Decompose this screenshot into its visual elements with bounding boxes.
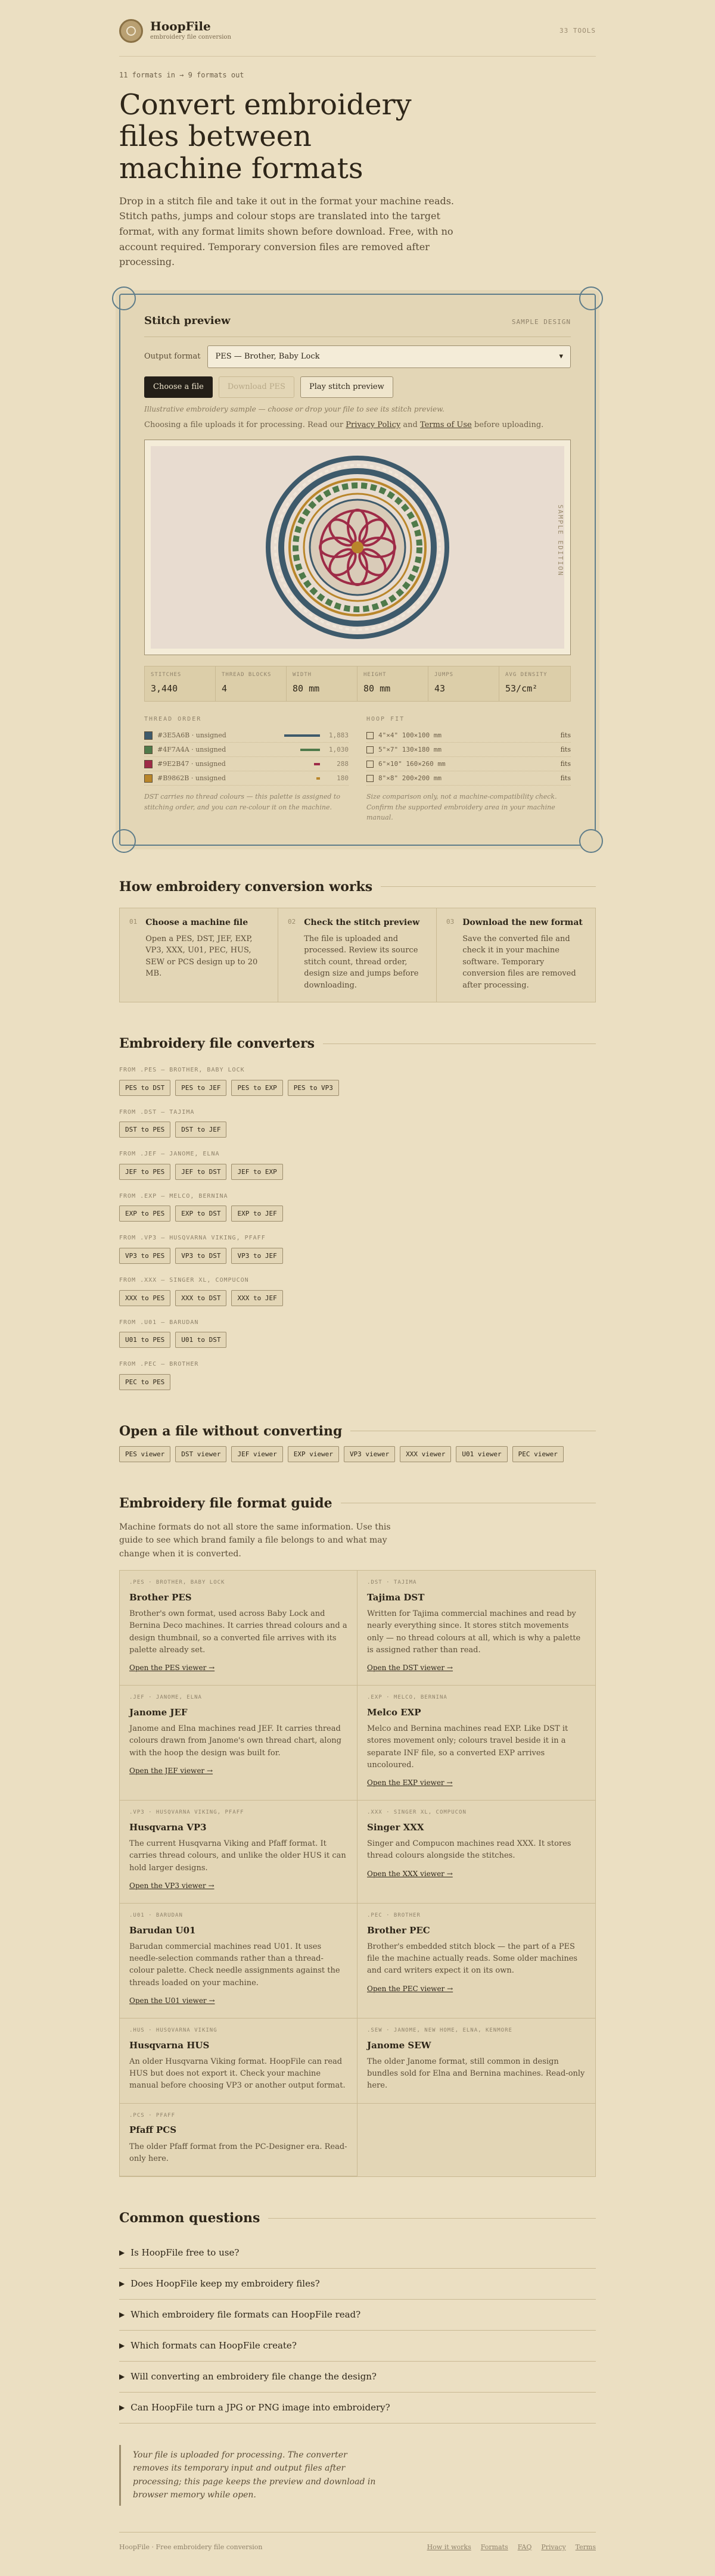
step-text: The file is uploaded and processed. Review its source stitch count, thread order, design size and jumps before downloading. bbox=[304, 934, 419, 990]
format-name: Tajima DST bbox=[367, 1592, 425, 1603]
format-description: Barudan commercial machines read U01. It uses needle-selection commands rather than a thread-colour palette. Check needle assignments against the threads loaded on your machine. bbox=[129, 1942, 340, 1988]
thread-row bbox=[144, 728, 349, 743]
privacy-note: Your file is uploaded for processing. The converter removes its temporary input and output files after processing; this page keeps the preview and download in browser memory while open. bbox=[119, 2445, 381, 2506]
format-stats: 11 formats in → 9 formats out bbox=[119, 71, 244, 79]
disclosure-triangle-icon: ▶ bbox=[119, 2248, 125, 2257]
format-card bbox=[120, 1904, 358, 2019]
hoop-fit-status: fits bbox=[560, 731, 571, 740]
format-viewer-link[interactable]: Open the JEF viewer → bbox=[129, 1766, 213, 1775]
converter-link[interactable]: EXP to DST bbox=[175, 1206, 226, 1222]
stat-thread-blocks: THREAD BLOCKS 4 bbox=[216, 666, 287, 700]
viewer-link[interactable]: U01 viewer bbox=[456, 1446, 507, 1462]
converter-group-label: FROM .EXP — MELCO, BERNINA bbox=[119, 1192, 228, 1200]
faq-item[interactable] bbox=[119, 2362, 596, 2393]
converter-link[interactable]: JEF to PES bbox=[119, 1164, 170, 1180]
hoop-badge-icon bbox=[579, 829, 603, 853]
converter-link[interactable]: PEC to PES bbox=[119, 1374, 170, 1390]
hoop-row bbox=[366, 757, 571, 771]
converter-tool bbox=[119, 294, 596, 846]
embroidery-mandala-icon bbox=[262, 452, 453, 643]
format-description: Written for Tajima commercial machines and read by nearly everything since. It stores stitch movements only — no thread colours at all, which is why a palette is assigned rather than read. bbox=[367, 1609, 581, 1655]
format-tag: .JEF · JANOME, ELNA bbox=[129, 1695, 202, 1701]
format-viewer-link[interactable]: Open the XXX viewer → bbox=[367, 1869, 453, 1878]
faq-question: Can HoopFile turn a JPG or PNG image into embroidery? bbox=[130, 2401, 390, 2413]
format-tag: .PEC · BROTHER bbox=[367, 1912, 421, 1918]
faq-question: Which formats can HoopFile create? bbox=[130, 2340, 297, 2351]
converter-link[interactable]: EXP to JEF bbox=[231, 1206, 282, 1222]
converter-link[interactable]: DST to PES bbox=[119, 1122, 170, 1138]
how-steps bbox=[119, 908, 596, 1002]
viewer-link[interactable]: PES viewer bbox=[119, 1446, 170, 1462]
converter-link[interactable]: PES to DST bbox=[119, 1080, 170, 1096]
converter-link[interactable]: XXX to JEF bbox=[231, 1290, 282, 1306]
format-description: Melco and Bernina machines read EXP. Like DST it stores movement only; colours travel beside it in a separate INF file, so a converted EXP arrives uncoloured. bbox=[367, 1724, 568, 1770]
corner-ornament-icon bbox=[112, 829, 136, 853]
format-name: Janome JEF bbox=[129, 1707, 188, 1718]
format-tag: .PCS · PFAFF bbox=[129, 2112, 176, 2119]
corner-ornament-icon bbox=[112, 286, 136, 310]
hoop-size: 5"×7" 130×180 mm bbox=[378, 746, 442, 754]
step-title: Download the new format bbox=[462, 918, 583, 927]
format-tag: .VP3 · HUSQVARNA VIKING, PFAFF bbox=[129, 1809, 244, 1816]
side-label: SAMPLE EDITION bbox=[557, 504, 565, 577]
hoop-fit-status: fits bbox=[560, 760, 571, 768]
format-name: Husqvarna HUS bbox=[129, 2039, 210, 2051]
thread-name: #4F7A4A · unsigned bbox=[157, 746, 226, 754]
format-description: An older Husqvarna Viking format. HoopFile can read HUS but does not export it. Check your machine manual before choosing VP3 or another output format. bbox=[129, 2057, 346, 2091]
format-tag: .PES · BROTHER, BABY LOCK bbox=[129, 1580, 225, 1586]
stitch-stats bbox=[144, 666, 571, 701]
viewer-link[interactable]: JEF viewer bbox=[231, 1446, 282, 1462]
sample-hint: Illustrative embroidery sample — choose or drop your file to see its stitch preview. bbox=[144, 404, 444, 413]
hoop-logo-icon bbox=[119, 19, 143, 43]
converter-group-label: FROM .PEC — BROTHER bbox=[119, 1361, 199, 1368]
thread-swatch bbox=[144, 731, 153, 740]
stat-density: AVG DENSITY 53/cm² bbox=[505, 672, 548, 694]
thread-note: DST carries no thread colours — this palette is assigned to stitching order, and you can re-colour it on the machine. bbox=[144, 793, 340, 811]
converter-group-label: FROM .JEF — JANOME, ELNA bbox=[119, 1151, 220, 1158]
footer-link[interactable]: How it works bbox=[427, 2543, 471, 2551]
thread-count: 180 bbox=[337, 774, 349, 783]
output-format-select[interactable] bbox=[207, 345, 571, 368]
format-name: Brother PEC bbox=[367, 1924, 430, 1936]
hoop-outline-icon bbox=[366, 746, 374, 753]
faq-question: Will converting an embroidery file change the design? bbox=[130, 2371, 377, 2382]
viewer-link[interactable]: XXX viewer bbox=[400, 1446, 451, 1462]
hoop-note: Size comparison only, not a machine-compatibility check. Confirm the supported embroidery area in your machine manual. bbox=[366, 793, 557, 822]
thread-row bbox=[144, 771, 349, 786]
sample-label: SAMPLE DESIGN bbox=[511, 317, 571, 326]
faq-item[interactable] bbox=[119, 2331, 596, 2362]
disclosure-triangle-icon: ▶ bbox=[119, 2310, 125, 2319]
choose-file-button[interactable]: Choose a file bbox=[144, 376, 213, 398]
faq-question: Is HoopFile free to use? bbox=[130, 2247, 240, 2258]
thread-name: #3E5A6B · unsigned bbox=[157, 731, 226, 740]
hoop-outline-icon bbox=[366, 775, 374, 782]
format-tag: .XXX · SINGER XL, COMPUCON bbox=[367, 1809, 467, 1816]
format-name: Pfaff PCS bbox=[129, 2125, 177, 2136]
hoop-size: 4"×4" 100×100 mm bbox=[378, 731, 442, 740]
converter-link[interactable]: U01 to PES bbox=[119, 1332, 170, 1348]
hoop-fit-status: fits bbox=[560, 746, 571, 754]
thread-count: 1,030 bbox=[328, 746, 349, 754]
format-viewer-link[interactable]: Open the DST viewer → bbox=[367, 1663, 453, 1672]
stat-width: WIDTH 80 mm bbox=[287, 666, 358, 700]
step-text: Save the converted file and check it in your machine software. Temporary conversion files are removed after processing. bbox=[462, 934, 576, 990]
format-tag: .EXP · MELCO, BERNINA bbox=[367, 1695, 447, 1701]
faq-item[interactable] bbox=[119, 2300, 596, 2331]
stat-jumps: JUMPS 43 bbox=[428, 666, 499, 700]
terms-link[interactable]: Terms of Use bbox=[419, 420, 472, 430]
thread-name: #9E2B47 · unsigned bbox=[157, 760, 226, 768]
converter-group-label: FROM .PES — BROTHER, BABY LOCK bbox=[119, 1067, 245, 1074]
thread-swatch bbox=[144, 760, 153, 768]
format-description: The older Pfaff format from the PC-Designer era. Read-only here. bbox=[129, 2142, 347, 2163]
faq-question: Which embroidery file formats can HoopFile read? bbox=[130, 2309, 361, 2320]
hoop-outline-icon bbox=[366, 761, 374, 768]
format-viewer-link[interactable]: Open the EXP viewer → bbox=[367, 1778, 453, 1787]
hoop-row bbox=[366, 728, 571, 743]
viewer-link[interactable]: VP3 viewer bbox=[344, 1446, 395, 1462]
format-name: Brother PES bbox=[129, 1592, 192, 1603]
play-preview-button[interactable]: Play stitch preview bbox=[300, 376, 393, 398]
stat-stitches: STITCHES 3,440 bbox=[145, 666, 216, 700]
viewer-link[interactable]: PEC viewer bbox=[512, 1446, 564, 1462]
format-card bbox=[120, 2104, 358, 2176]
thread-row bbox=[144, 757, 349, 771]
faq-item[interactable] bbox=[119, 2393, 596, 2424]
faq-question: Does HoopFile keep my embroidery files? bbox=[130, 2278, 320, 2289]
upload-notice: Choosing a file uploads it for processing. Read our Privacy Policy and Terms of Use before uploading. bbox=[144, 420, 544, 430]
format-guide bbox=[119, 1570, 596, 2177]
thread-bar bbox=[316, 777, 320, 780]
thread-swatch bbox=[144, 746, 153, 754]
format-viewer-link[interactable]: Open the PES viewer → bbox=[129, 1663, 215, 1672]
converter-link[interactable]: PES to JEF bbox=[175, 1080, 226, 1096]
converter-group-label: FROM .DST — TAJIMA bbox=[119, 1108, 195, 1116]
converter-link[interactable]: JEF to DST bbox=[175, 1164, 226, 1180]
footer-brand: HoopFile · Free embroidery file conversion bbox=[119, 2543, 263, 2551]
format-card bbox=[358, 2019, 595, 2104]
step-number: 01 bbox=[129, 918, 138, 926]
format-description: Singer and Compucon machines read XXX. It stores thread colours alongside the stitches. bbox=[367, 1839, 571, 1861]
page-title: Convert embroidery files between machine formats bbox=[119, 88, 412, 186]
format-card bbox=[120, 2019, 358, 2104]
disclosure-triangle-icon: ▶ bbox=[119, 2341, 125, 2350]
tools-count-link[interactable]: 33 TOOLS bbox=[559, 27, 596, 35]
format-name: Janome SEW bbox=[367, 2039, 431, 2051]
how-title: How embroidery conversion works bbox=[119, 877, 596, 897]
brand[interactable] bbox=[119, 19, 231, 43]
step-number: 02 bbox=[288, 918, 296, 926]
thread-order: THREAD ORDER #3E5A6B · unsigned 1,883 #4F7A4A · unsigned 1,030 #9E2B47 · unsigned 288 #B9862B · unsigned 180 DST carries no thread colours — this palette is assigned to stitching order, and you can re-colour it on the machine. bbox=[144, 715, 349, 823]
hoop-row bbox=[366, 771, 571, 786]
converter-group-label: FROM .U01 — BARUDAN bbox=[119, 1319, 199, 1326]
format-card bbox=[358, 1686, 595, 1801]
format-card bbox=[358, 1571, 595, 1686]
thread-bar bbox=[314, 763, 320, 765]
faq-item[interactable] bbox=[119, 2238, 596, 2269]
tool-title: Stitch preview bbox=[144, 314, 231, 327]
how-step bbox=[120, 908, 278, 1002]
format-card bbox=[358, 1801, 595, 1904]
faq-title: Common questions bbox=[119, 2208, 596, 2228]
brand-name: HoopFile bbox=[150, 19, 211, 34]
converter-link[interactable]: JEF to EXP bbox=[231, 1164, 282, 1180]
viewer-link[interactable]: EXP viewer bbox=[288, 1446, 339, 1462]
stitch-preview bbox=[144, 440, 571, 655]
format-tag: .DST · TAJIMA bbox=[367, 1580, 417, 1586]
format-description: The current Husqvarna Viking and Pfaff format. It carries thread colours, and unlike the older HUS it can hold larger designs. bbox=[129, 1839, 346, 1873]
converters-title: Embroidery file converters bbox=[119, 1033, 596, 1054]
site-header bbox=[119, 0, 596, 57]
how-step bbox=[437, 908, 595, 1002]
format-name: Melco EXP bbox=[367, 1707, 421, 1718]
step-title: Check the stitch preview bbox=[304, 918, 420, 927]
thread-count: 1,883 bbox=[328, 731, 349, 740]
converter-link[interactable]: EXP to PES bbox=[119, 1206, 170, 1222]
format-viewer-link[interactable]: Open the PEC viewer → bbox=[367, 1984, 453, 1993]
thread-bar bbox=[284, 734, 320, 737]
converter-link[interactable]: VP3 to PES bbox=[119, 1248, 170, 1264]
footer-link[interactable]: FAQ bbox=[517, 2543, 532, 2551]
footer-link[interactable]: Formats bbox=[480, 2543, 508, 2551]
format-card bbox=[120, 1686, 358, 1801]
format-tag: .U01 · BARUDAN bbox=[129, 1912, 183, 1918]
viewers-title: Open a file without converting bbox=[119, 1421, 596, 1441]
format-description: Janome and Elna machines read JEF. It carries thread colours drawn from Janome's own thread chart, along with the hoop the design was built for. bbox=[129, 1724, 341, 1758]
format-tag: .SEW · JANOME, NEW HOME, ELNA, KENMORE bbox=[367, 2027, 512, 2033]
converter-link[interactable]: PES to VP3 bbox=[288, 1080, 339, 1096]
thread-count: 288 bbox=[337, 760, 349, 768]
disclosure-triangle-icon: ▶ bbox=[119, 2372, 125, 2381]
format-name: Husqvarna VP3 bbox=[129, 1822, 207, 1833]
guide-title: Embroidery file format guide bbox=[119, 1493, 596, 1513]
format-tag: .HUS · HUSQVARNA VIKING bbox=[129, 2027, 217, 2033]
format-viewer-link[interactable]: Open the U01 viewer → bbox=[129, 1996, 215, 2005]
thread-row bbox=[144, 743, 349, 757]
hero-lead: Drop in a stitch file and take it out in the format your machine reads. Stitch paths, jumps and colour stops are translated into the target format, with any format limits shown before download. Free, with no account required. Temporary conversion files are removed after processing. bbox=[119, 195, 455, 268]
hoop-fit: HOOP FIT 4"×4" 100×100 mm fits 5"×7" 130×180 mm fits 6"×10" 160×260 mm fits 8"×8" 200×200 mm fits Size comparison only, not a machine-compatibility check. Confirm the supported embroidery area in your machine manual. bbox=[366, 715, 571, 823]
how-step bbox=[278, 908, 437, 1002]
step-title: Choose a machine file bbox=[145, 918, 248, 927]
faq-item[interactable] bbox=[119, 2269, 596, 2300]
hoop-outline-icon bbox=[366, 732, 374, 739]
converter-link[interactable]: PES to EXP bbox=[231, 1080, 282, 1096]
thread-name: #B9862B · unsigned bbox=[157, 774, 226, 783]
converter-groups bbox=[119, 1066, 596, 1390]
format-card bbox=[358, 1904, 595, 2019]
output-format-label: Output format bbox=[144, 351, 201, 361]
converter-link[interactable]: DST to JEF bbox=[175, 1122, 226, 1138]
converter-group-label: FROM .XXX — SINGER XL, COMPUCON bbox=[119, 1277, 249, 1284]
step-text: Open a PES, DST, JEF, EXP, VP3, XXX, U01, PEC, HUS, SEW or PCS design up to 20 MB. bbox=[145, 934, 258, 979]
chevron-down-icon: ▾ bbox=[559, 351, 563, 361]
format-name: Singer XXX bbox=[367, 1822, 424, 1833]
stat-height: HEIGHT 80 mm bbox=[358, 666, 428, 700]
corner-ornament-icon bbox=[579, 286, 603, 310]
thread-swatch bbox=[144, 774, 153, 783]
converter-link[interactable]: XXX to PES bbox=[119, 1290, 170, 1306]
hoop-fit-status: fits bbox=[560, 774, 571, 783]
format-card bbox=[120, 1801, 358, 1904]
site-footer bbox=[119, 2532, 596, 2576]
converter-link[interactable]: VP3 to JEF bbox=[231, 1248, 282, 1264]
brand-tagline: embroidery file conversion bbox=[150, 34, 231, 41]
privacy-policy-link[interactable]: Privacy Policy bbox=[346, 420, 401, 430]
disclosure-triangle-icon: ▶ bbox=[119, 2403, 125, 2412]
format-name: Barudan U01 bbox=[129, 1924, 196, 1936]
disclosure-triangle-icon: ▶ bbox=[119, 2279, 125, 2288]
viewer-link[interactable]: DST viewer bbox=[175, 1446, 226, 1462]
footer-link[interactable]: Privacy bbox=[541, 2543, 566, 2551]
converter-link[interactable]: U01 to DST bbox=[175, 1332, 226, 1348]
format-card bbox=[120, 1571, 358, 1686]
hoop-size: 6"×10" 160×260 mm bbox=[378, 760, 446, 768]
converter-link[interactable]: XXX to DST bbox=[175, 1290, 226, 1306]
converter-group-label: FROM .VP3 — HUSQVARNA VIKING, PFAFF bbox=[119, 1235, 266, 1242]
guide-intro: Machine formats do not all store the same information. Use this guide to see which brand family a file belongs to and what may change when it is converted. bbox=[119, 1522, 391, 1559]
download-button[interactable]: Download PES bbox=[219, 376, 294, 398]
hoop-row bbox=[366, 743, 571, 757]
footer-links bbox=[427, 2542, 596, 2552]
thread-bar bbox=[300, 749, 320, 751]
faq-list bbox=[119, 2238, 596, 2424]
fabric-canvas bbox=[151, 446, 564, 649]
format-description: The older Janome format, still common in design bundles sold for Elna and Bernina machines. Read-only here. bbox=[367, 2057, 585, 2091]
hoop-size: 8"×8" 200×200 mm bbox=[378, 774, 442, 783]
format-description: Brother's own format, used across Baby Lock and Bernina Deco machines. It carries thread colours and a design thumbnail, so a converted file arrives with its palette already set. bbox=[129, 1609, 347, 1655]
output-format-value: PES — Brother, Baby Lock bbox=[215, 351, 320, 361]
format-description: Brother's embedded stitch block — the part of a PES file the machine actually reads. Some older machines and card writers expect it on its own. bbox=[367, 1942, 578, 1976]
viewer-links bbox=[119, 1446, 596, 1462]
converter-link[interactable]: VP3 to DST bbox=[175, 1248, 226, 1264]
format-viewer-link[interactable]: Open the VP3 viewer → bbox=[129, 1881, 214, 1890]
step-number: 03 bbox=[446, 918, 455, 926]
footer-link[interactable]: Terms bbox=[575, 2543, 596, 2551]
